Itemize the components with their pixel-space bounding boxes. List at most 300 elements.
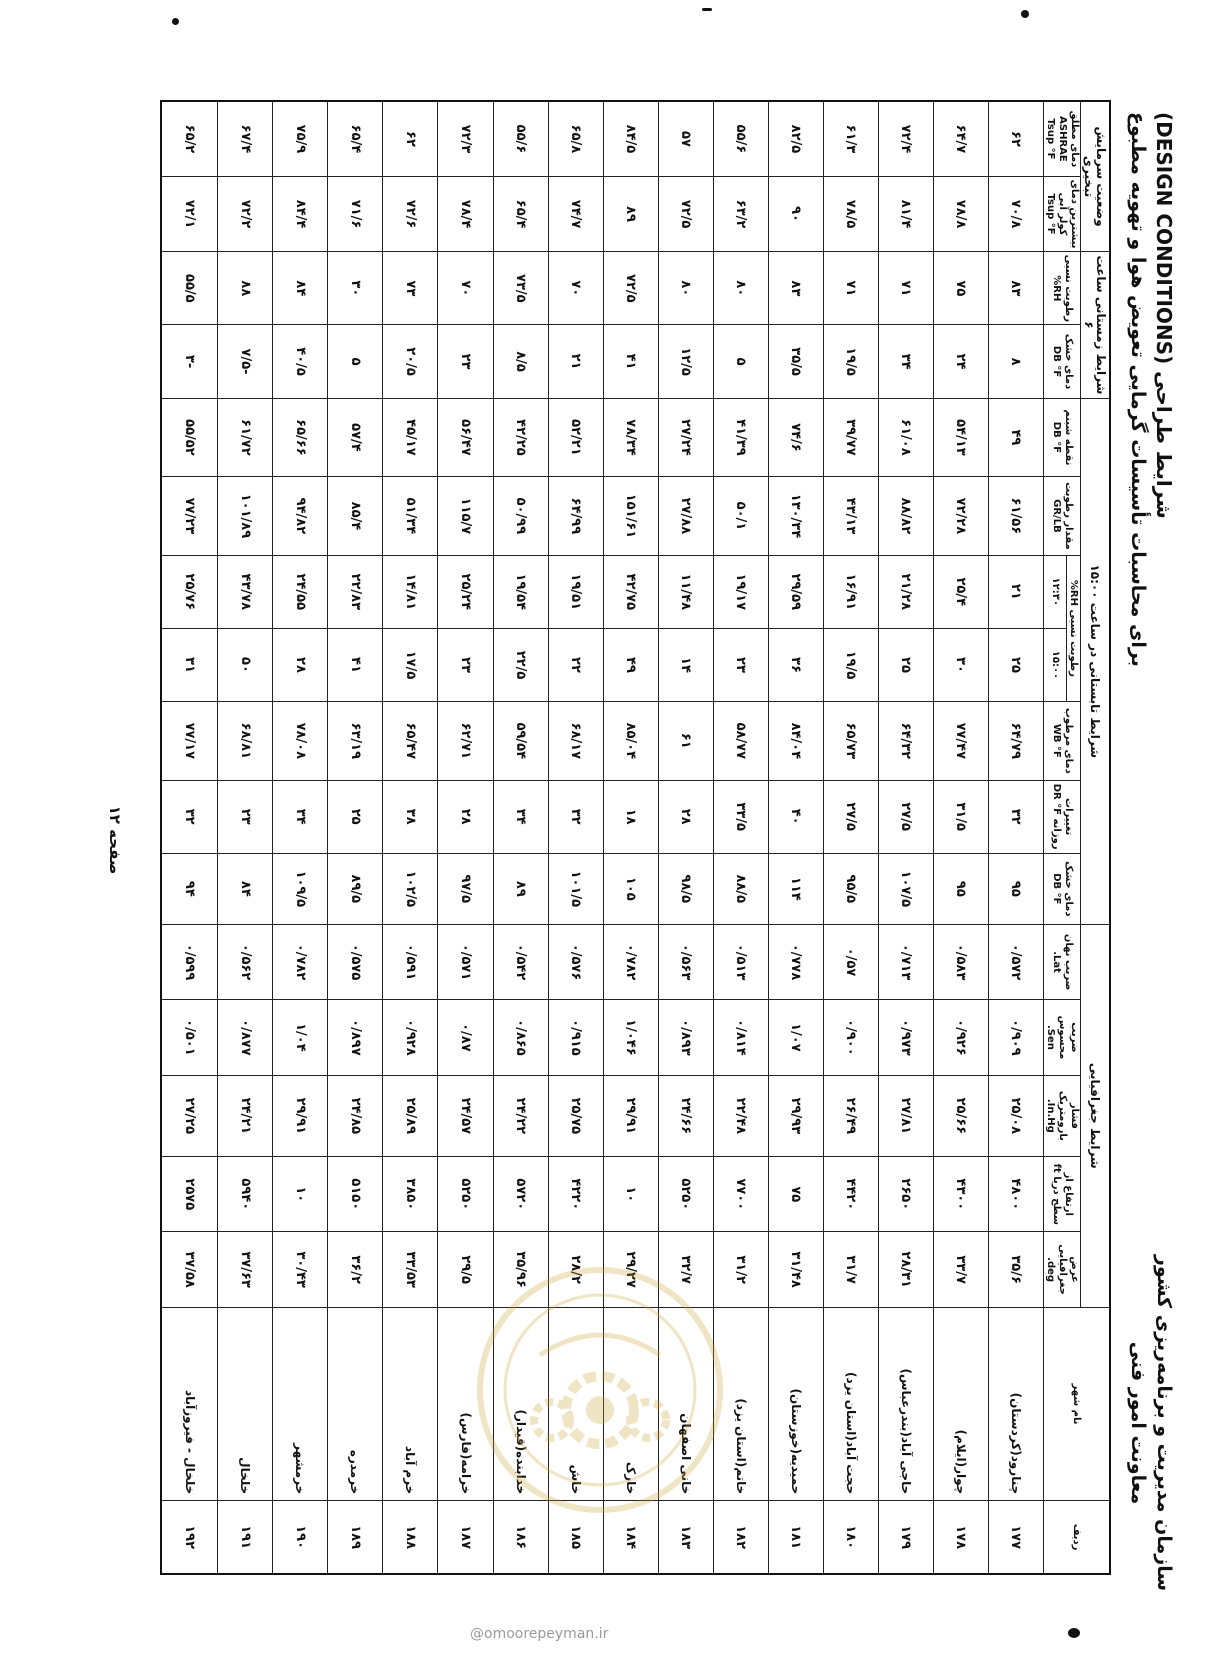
cell-wdb: -۳	[161, 325, 218, 398]
cell-sen: ۰/۹۲۸	[383, 1000, 438, 1075]
website-watermark: @omoorepeyman.ir	[470, 1626, 609, 1642]
cell-latf: ۰/۵۷۵	[328, 924, 383, 999]
cell-lat: ۳۱/۴۸	[768, 1232, 823, 1307]
cell-wdb: ۴۰/۵	[273, 325, 328, 398]
col-header-sensible: ضریب محسوس Sen.	[1044, 1000, 1081, 1075]
cell-t1: ۷۱/۶	[328, 176, 383, 251]
cell-lat: ۳۵/۶	[988, 1232, 1043, 1307]
cell-press: ۲۶/۴۹	[823, 1075, 878, 1157]
group-header-evaporative: وضعیت سرمایش تبخیری	[1081, 101, 1111, 252]
cell-t1: ۷۴/۷	[548, 176, 603, 251]
cell-dr: ۲۵	[328, 780, 383, 853]
cell-wb: ۶۳/۱۹	[328, 702, 383, 780]
cell-t1: ۸۱/۴	[878, 176, 933, 251]
cell-press: ۲۵/۶۶	[933, 1075, 988, 1157]
cell-dp: ۵۲/۲۱	[548, 398, 603, 477]
cell-t1: ۷۰/۸	[988, 176, 1043, 251]
cell-wdb: ۵	[713, 325, 768, 398]
cell-sen: ۰/۹۰۹	[988, 1000, 1043, 1075]
cell-lat: ۲۸/۲	[548, 1232, 603, 1307]
cell-city: خرمشهر	[273, 1307, 328, 1501]
cell-rh1: ۲۵	[878, 628, 933, 701]
cell-no: ۱۷۷	[988, 1501, 1043, 1574]
cell-sen: ۱/۰۷	[768, 1000, 823, 1075]
cell-rh1: ۲۸	[273, 628, 328, 701]
cell-t1: ۸۹	[603, 176, 658, 251]
cell-city: خلخال	[218, 1307, 273, 1501]
cell-sen: ۰/۹۱۵	[548, 1000, 603, 1075]
cell-city: خانی اصفهان	[658, 1307, 713, 1501]
cell-press: ۲۹/۹۱	[603, 1075, 658, 1157]
cell-dr: ۳۸	[383, 780, 438, 853]
cell-city: خارک	[603, 1307, 658, 1501]
col-header-wet-bulb: دمای مرطوب WB °F	[1044, 702, 1081, 780]
cell-city: خرامه(فارس)	[438, 1307, 493, 1501]
cell-wdb: ۲۴	[933, 325, 988, 398]
cell-dp: ۶۵/۶۶	[273, 398, 328, 477]
cell-t1: ۷۸/۵	[823, 176, 878, 251]
cell-t2: ۵۵/۶	[713, 101, 768, 176]
cell-wb: ۶۴/۳۲	[878, 702, 933, 780]
cell-rh2: ۲۵/۷۶	[161, 555, 218, 628]
organization-header	[1125, 1208, 1177, 1638]
cell-rh1: ۱۷/۵	[383, 628, 438, 701]
cell-wrh: ۵۵/۵	[161, 252, 218, 325]
cell-gr: ۱۵۱/۶۱	[603, 477, 658, 555]
cell-elev: ۲۵۷۵	[161, 1157, 218, 1232]
cell-elev: ۵۷۲۰	[493, 1157, 548, 1232]
cell-wb: ۸۵/۰۴	[603, 702, 658, 780]
cell-no: ۱۸۴	[603, 1501, 658, 1574]
cell-latf: ۰/۷۸۲	[603, 924, 658, 999]
cell-dr: ۳۴	[493, 780, 548, 853]
scan-speck	[702, 8, 712, 11]
cell-sen: ۰/۹۷۳	[878, 1000, 933, 1075]
cell-wrh: ۸۰	[713, 252, 768, 325]
cell-latf: ۰/۵۶۲	[218, 924, 273, 999]
cell-wrh: ۸۸	[218, 252, 273, 325]
cell-t2: ۵۷	[658, 101, 713, 176]
cell-dr: ۳۲	[161, 780, 218, 853]
col-header-rh-1230: ۱۲:۳۰	[1044, 555, 1067, 628]
cell-t2: ۷۲/۴	[878, 101, 933, 176]
cell-wb: ۷۸/۰۸	[273, 702, 328, 780]
cell-sen: ۰/۸۷	[438, 1000, 493, 1075]
col-header-elevation: ارتفاع از سطح دریا ft	[1044, 1157, 1081, 1232]
cell-t2: ۶۵/۲	[161, 101, 218, 176]
cell-db: ۱۰۱/۵	[548, 853, 603, 924]
cell-rh2: ۲۵/۴	[933, 555, 988, 628]
cell-t1: ۶۵/۴	[493, 176, 548, 251]
cell-press: ۲۴/۸۵	[328, 1075, 383, 1157]
cell-dr: ۲۸	[438, 780, 493, 853]
cell-gr: ۷۲/۲۸	[933, 477, 988, 555]
cell-t2: ۸۲/۵	[768, 101, 823, 176]
cell-press: ۲۵/۰۸	[988, 1075, 1043, 1157]
cell-elev: ۴۳۰۰	[933, 1157, 988, 1232]
cell-wdb: ۵	[328, 325, 383, 398]
cell-lat: ۳۶/۲	[328, 1232, 383, 1307]
cell-rh2: ۲۲/۸۳	[328, 555, 383, 628]
cell-sen: ۱/۰۴	[273, 1000, 328, 1075]
table-row	[878, 101, 933, 1574]
cell-city: حجت آباد(استان یزد)	[823, 1307, 878, 1501]
cell-rh1: ۲۳	[438, 628, 493, 701]
cell-latf: ۰/۵۶۳	[658, 924, 713, 999]
cell-lat: ۲۹/۲۷	[603, 1232, 658, 1307]
cell-t2: ۷۵/۹	[273, 101, 328, 176]
cell-gr: ۱۰۱/۸۹	[218, 477, 273, 555]
cell-wrh: ۷۰	[548, 252, 603, 325]
cell-wdb: ۸/۵	[493, 325, 548, 398]
cell-db: ۱۰۵	[603, 853, 658, 924]
cell-no: ۱۸۶	[493, 1501, 548, 1574]
cell-wdb: ۴۱	[603, 325, 658, 398]
cell-dp: ۴۵/۱۷	[383, 398, 438, 477]
cell-elev: ۵۲۵۰	[438, 1157, 493, 1232]
cell-press: ۲۴/۵۷	[438, 1075, 493, 1157]
cell-no: ۱۸۱	[768, 1501, 823, 1574]
cell-rh1: ۳۶	[768, 628, 823, 701]
cell-wrh: ۷۳	[383, 252, 438, 325]
cell-lat: ۳۱/۷	[823, 1232, 878, 1307]
cell-city: خدابنده(قیدار)	[493, 1307, 548, 1501]
cell-wrh: ۸۳	[768, 252, 823, 325]
cell-gr: ۵۰/۹۹	[493, 477, 548, 555]
col-header-row-no: ردیف	[1044, 1501, 1111, 1574]
cell-rh1: ۳۰	[933, 628, 988, 701]
cell-latf: ۰/۵۷	[823, 924, 878, 999]
cell-wrh: ۸۰	[658, 252, 713, 325]
cell-rh1: ۲۲	[548, 628, 603, 701]
cell-rh1: ۳۱	[161, 628, 218, 701]
cell-no: ۱۷۸	[933, 1501, 988, 1574]
cell-latf: ۰/۵۷۶	[548, 924, 603, 999]
table-row	[933, 101, 988, 1574]
cell-latf: ۰/۷۸۲	[273, 924, 328, 999]
table-row	[823, 101, 878, 1574]
cell-sen: ۰/۹۰۰	[823, 1000, 878, 1075]
cell-t2: ۶۲	[383, 101, 438, 176]
table-row	[273, 101, 328, 1574]
cell-gr: ۹۴/۸۲	[273, 477, 328, 555]
cell-gr: ۴۳/۱۳	[823, 477, 878, 555]
cell-wb: ۶۸/۱۷	[548, 702, 603, 780]
cell-rh1: ۴۹	[603, 628, 658, 701]
cell-dp: ۶۱/۰۸	[878, 398, 933, 477]
cell-latf: ۰/۵۷۲	[988, 924, 1043, 999]
col-header-latitude: عرض جغرافیایی deg.	[1044, 1232, 1081, 1307]
col-header-rh: رطوبت نسبی RH%	[1067, 555, 1081, 701]
cell-dp: ۶۱/۷۲	[218, 398, 273, 477]
cell-t1: ۹۰	[768, 176, 823, 251]
cell-sen: ۰/۸۷۷	[218, 1000, 273, 1075]
cell-elev: ۴۴۲۰	[823, 1157, 878, 1232]
cell-sen: ۰/۵۰۱	[161, 1000, 218, 1075]
cell-wb: ۷۷/۴۷	[933, 702, 988, 780]
cell-rh2: ۲۵/۲۴	[438, 555, 493, 628]
cell-dr: ۲۷/۵	[878, 780, 933, 853]
cell-rh2: ۲۱/۲۸	[878, 555, 933, 628]
cell-lat: ۲۹/۵	[438, 1232, 493, 1307]
cell-db: ۸۸/۵	[713, 853, 768, 924]
cell-gr: ۷۷/۲۳	[161, 477, 218, 555]
cell-dr: ۲۷/۵	[823, 780, 878, 853]
cell-wb: ۸۴/۰۴	[768, 702, 823, 780]
cell-db: ۱۰۷/۵	[878, 853, 933, 924]
cell-no: ۱۸۰	[823, 1501, 878, 1574]
cell-db: ۹۵	[933, 853, 988, 924]
cell-city: چوار(ایلام)	[933, 1307, 988, 1501]
cell-t2: ۶۷/۴	[218, 101, 273, 176]
col-header-grains: مقدار رطوبت GR/LB	[1044, 477, 1081, 555]
cell-wrh: ۷۰	[438, 252, 493, 325]
cell-dr: ۴۰	[768, 780, 823, 853]
cell-rh1: ۱۹/۵	[823, 628, 878, 701]
cell-lat: ۲۸/۳۱	[878, 1232, 933, 1307]
cell-press: ۲۴/۶۶	[658, 1075, 713, 1157]
cell-t1: ۶۳/۲	[713, 176, 768, 251]
group-header-summer: شرایط تابستانی در ساعت ۱۵:۰۰	[1081, 398, 1111, 924]
cell-wrh: ۷۵	[933, 252, 988, 325]
title-line-1: شرایط طراحی (DESIGN CONDITIONS)	[1152, 112, 1176, 519]
cell-sen: ۱/۰۴۶	[603, 1000, 658, 1075]
cell-db: ۸۴	[218, 853, 273, 924]
cell-city: چنارود(کردستان)	[988, 1307, 1043, 1501]
cell-rh2: ۱۹/۵۴	[493, 555, 548, 628]
cell-wdb: ۳۴	[878, 325, 933, 398]
cell-lat: ۳۲/۷	[658, 1232, 713, 1307]
cell-t1: ۷۸/۴	[438, 176, 493, 251]
cell-db: ۹۸/۵	[658, 853, 713, 924]
cell-t1: ۷۲/۵	[658, 176, 713, 251]
cell-wb: ۵۹/۵۴	[493, 702, 548, 780]
cell-rh2: ۱۶/۹۱	[823, 555, 878, 628]
title-line-2: برای محاسبات تأسیسات گرمایی تعویض هوا و تهویه مطبوع	[1127, 112, 1149, 667]
col-header-daily-range: تغییرات روزانه DR °F	[1044, 780, 1081, 853]
cell-dp: ۷۸/۳۴	[603, 398, 658, 477]
cell-rh2: ۱۹/۵۱	[548, 555, 603, 628]
cell-dr: ۳۲	[988, 780, 1043, 853]
table-row	[328, 101, 383, 1574]
cell-t2: ۸۴/۵	[603, 101, 658, 176]
col-header-city: نام شهر	[1044, 1307, 1111, 1501]
cell-wdb: ۱۲/۵	[658, 325, 713, 398]
cell-city: خاتم(استان یزد)	[713, 1307, 768, 1501]
cell-rh2: ۴۳/۷۸	[218, 555, 273, 628]
cell-no: ۱۸۸	[383, 1501, 438, 1574]
cell-db: ۸۹	[493, 853, 548, 924]
cell-db: ۱۰۲/۵	[383, 853, 438, 924]
cell-dp: ۵۶/۴۷	[438, 398, 493, 477]
scan-speck	[172, 18, 179, 25]
cell-wdb: ۱۹/۵	[823, 325, 878, 398]
cell-t2: ۶۲	[988, 101, 1043, 176]
cell-gr: ۸۵/۴	[328, 477, 383, 555]
cell-t2: ۶۱/۳	[823, 101, 878, 176]
cell-t1: ۷۲/۱	[161, 176, 218, 251]
cell-rh1: ۲۳	[713, 628, 768, 701]
cell-t2: ۶۴/۷	[933, 101, 988, 176]
cell-no: ۱۸۳	[658, 1501, 713, 1574]
cell-dp: ۳۹/۷۷	[823, 398, 878, 477]
cell-latf: ۰/۵۹۱	[383, 924, 438, 999]
cell-no: ۱۹۲	[161, 1501, 218, 1574]
cell-city: خاش	[548, 1307, 603, 1501]
seal-watermark-icon	[470, 1260, 730, 1520]
cell-elev: ۵۱۵۰	[328, 1157, 383, 1232]
cell-no: ۱۹۱	[218, 1501, 273, 1574]
cell-press: ۲۴/۲۱	[218, 1075, 273, 1157]
cell-elev: ۲۶۵۰	[878, 1157, 933, 1232]
cell-wb: ۷۷/۱۷	[161, 702, 218, 780]
cell-wb: ۶۵/۴۷	[383, 702, 438, 780]
cell-elev: ۷۷۰۰	[713, 1157, 768, 1232]
cell-gr: ۵۱/۳۴	[383, 477, 438, 555]
cell-db: ۱۰۹/۵	[273, 853, 328, 924]
cell-wb: ۶۵/۷۳	[823, 702, 878, 780]
cell-dp: ۵۴/۱۳	[933, 398, 988, 477]
col-header-pressure: فشار بارومتریک In.Hg.	[1044, 1075, 1081, 1157]
cell-city: خرم آباد	[383, 1307, 438, 1501]
cell-gr: ۶۱/۵۶	[988, 477, 1043, 555]
cell-press: ۲۹/۹۳	[768, 1075, 823, 1157]
cell-wrh: ۷۱	[878, 252, 933, 325]
cell-dp: ۵۵/۵۲	[161, 398, 218, 477]
cell-elev: ۳۸۵۰	[383, 1157, 438, 1232]
cell-wdb: -۷/۵	[218, 325, 273, 398]
cell-wb: ۶۸/۸۱	[218, 702, 273, 780]
scan-speck	[1068, 1628, 1080, 1638]
cell-press: ۲۵/۷۵	[548, 1075, 603, 1157]
cell-lat: ۳۷/۵۸	[161, 1232, 218, 1307]
cell-lat: ۳۰/۴۳	[273, 1232, 328, 1307]
cell-elev: ۵۹۴۰	[218, 1157, 273, 1232]
cell-press: ۲۲/۴۸	[713, 1075, 768, 1157]
cell-city: خلخال - فیروزآباد	[161, 1307, 218, 1501]
col-header-winter-rh: رطوبت نسبی RH%	[1044, 252, 1081, 325]
cell-lat: ۳۳/۵۳	[383, 1232, 438, 1307]
cell-dr: ۳۳/۵	[713, 780, 768, 853]
cell-db: ۸۹/۵	[328, 853, 383, 924]
cell-t1: ۸۴/۴	[273, 176, 328, 251]
cell-rh2: ۱۱/۴۸	[658, 555, 713, 628]
cell-latf: ۰/۷۷۸	[768, 924, 823, 999]
col-header-dew-point: نقطه شبنم DB °F	[1044, 398, 1081, 477]
cell-press: ۲۴/۲۲	[493, 1075, 548, 1157]
cell-dp: ۲۷/۲۴	[658, 398, 713, 477]
cell-db: ۱۱۴	[768, 853, 823, 924]
cell-db: ۹۵	[988, 853, 1043, 924]
cell-sen: ۰/۸۹۳	[658, 1000, 713, 1075]
col-header-tsup-cooler: بیشترین دمای کولر آبی Tsup °F	[1044, 176, 1081, 251]
cell-lat: ۳۵/۹۶	[493, 1232, 548, 1307]
cell-gr: ۱۳۰/۳۴	[768, 477, 823, 555]
cell-press: ۲۵/۸۹	[383, 1075, 438, 1157]
cell-rh2: ۲۹/۵۹	[768, 555, 823, 628]
cell-press: ۲۷/۲۵	[161, 1075, 218, 1157]
cell-rh2: ۲۱	[988, 555, 1043, 628]
cell-wrh: ۸۳	[988, 252, 1043, 325]
cell-rh1: ۴۱	[328, 628, 383, 701]
cell-dr: ۲۳	[218, 780, 273, 853]
cell-no: ۱۷۹	[878, 1501, 933, 1574]
cell-city: حمیدیه(خوزستان)	[768, 1307, 823, 1501]
org-department: معاونت امور فنی	[1127, 1341, 1149, 1505]
col-header-winter-dry-bulb: دمای خشک DB °F	[1044, 325, 1081, 398]
cell-dr: ۱۸	[603, 780, 658, 853]
cell-wrh: ۷۱	[823, 252, 878, 325]
cell-rh2: ۱۴/۸۱	[383, 555, 438, 628]
cell-gr: ۵۰/۱	[713, 477, 768, 555]
cell-press: ۲۷/۸۱	[878, 1075, 933, 1157]
cell-elev: ۴۸۰۰	[988, 1157, 1043, 1232]
cell-elev: ۵۲۵۰	[658, 1157, 713, 1232]
col-header-dry-bulb: دمای خشک DB °F	[1044, 853, 1081, 924]
cell-lat: ۳۳/۷	[933, 1232, 988, 1307]
cell-dr: ۳۲	[548, 780, 603, 853]
col-header-tsup-ashrae: دمای مطلق ASHRAE Tsup °F	[1044, 101, 1081, 176]
table-row	[161, 101, 218, 1574]
cell-dp: ۵۷/۴	[328, 398, 383, 477]
table-row	[218, 101, 273, 1574]
cell-wrh: ۷۲/۵	[603, 252, 658, 325]
cell-latf: ۰/۵۸۳	[933, 924, 988, 999]
table-row	[768, 101, 823, 1574]
cell-wdb: ۳۵/۵	[768, 325, 823, 398]
cell-latf: ۰/۵۷۱	[438, 924, 493, 999]
cell-dp: ۴۲/۲۵	[493, 398, 548, 477]
cell-t2: ۵۵/۶	[493, 101, 548, 176]
org-name: سازمان مدیریت و برنامه‌ریزی کشور	[1153, 1254, 1175, 1592]
group-header-geo: شرایط جغرافیایی	[1081, 924, 1111, 1307]
cell-no: ۱۸۹	[328, 1501, 383, 1574]
col-header-rh-1500: ۱۵:۰۰	[1044, 628, 1067, 701]
cell-sen: ۰/۸۹۷	[328, 1000, 383, 1075]
cell-latf: ۰/۷۱۳	[878, 924, 933, 999]
cell-gr: ۸۸/۸۲	[878, 477, 933, 555]
cell-wdb: ۲۱	[548, 325, 603, 398]
cell-gr: ۶۴/۹۹	[548, 477, 603, 555]
cell-gr: ۱۱۵/۷	[438, 477, 493, 555]
cell-no: ۱۸۷	[438, 1501, 493, 1574]
cell-elev: ۱۰	[603, 1157, 658, 1232]
cell-dp: ۴۱/۳۹	[713, 398, 768, 477]
cell-db: ۹۴	[161, 853, 218, 924]
cell-lat: ۳۷/۶۳	[218, 1232, 273, 1307]
cell-wb: ۶۴/۷۹	[988, 702, 1043, 780]
cell-dp: ۴۹	[988, 398, 1043, 477]
cell-wb: ۵۸/۷۷	[713, 702, 768, 780]
cell-db: ۹۵/۵	[823, 853, 878, 924]
cell-wb: ۶۲/۷۱	[438, 702, 493, 780]
cell-sen: ۰/۸۶۵	[493, 1000, 548, 1075]
cell-no: ۱۸۵	[548, 1501, 603, 1574]
cell-t2: ۷۲/۳	[438, 101, 493, 176]
cell-press: ۲۹/۹۱	[273, 1075, 328, 1157]
table-row	[988, 101, 1043, 1574]
cell-sen: ۰/۸۱۴	[713, 1000, 768, 1075]
col-header-latent: ضریب نهان Lat.	[1044, 924, 1081, 999]
cell-dr: ۲۸	[658, 780, 713, 853]
group-header-winter: شرایط زمستانی ساعت ۶	[1081, 252, 1111, 398]
cell-dr: ۳۱/۵	[933, 780, 988, 853]
cell-latf: ۰/۵۴۲	[493, 924, 548, 999]
cell-wrh: ۷۳/۵	[493, 252, 548, 325]
cell-no: ۱۸۲	[713, 1501, 768, 1574]
cell-gr: ۲۷/۸۸	[658, 477, 713, 555]
cell-t1: ۷۲/۶	[383, 176, 438, 251]
